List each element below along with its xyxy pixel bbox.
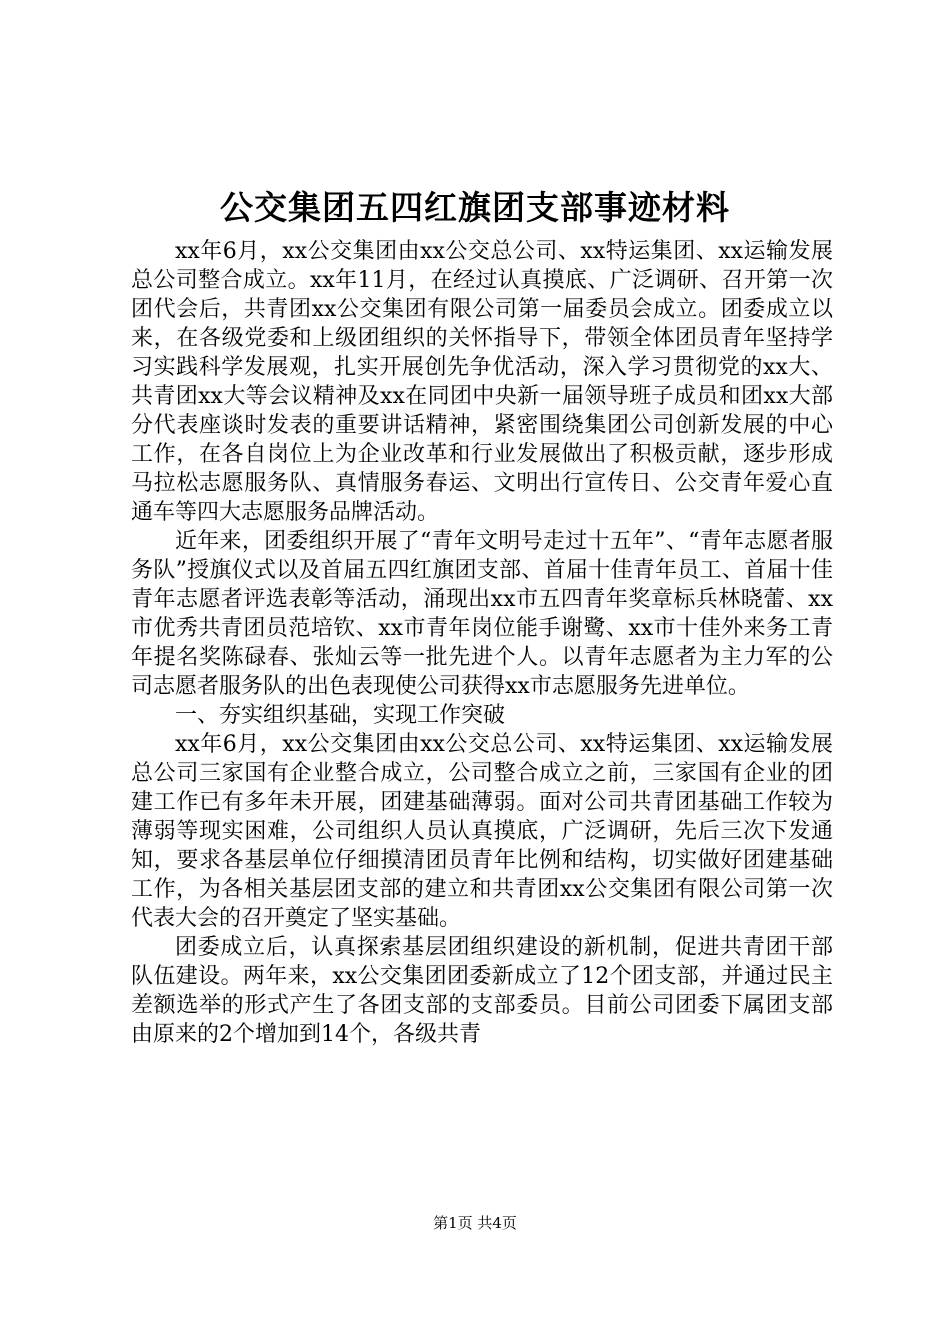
paragraph-organization: xx年6月，xx公交集团由xx公交总公司、xx特运集团、xx运输发展总公司三家国有企业整合成立，公司整合成立之前，三家国有企业的团建工作已有多年未开展，团建基础薄弱。面对公司共青团基础工作较为薄弱等现实困难，公司组织人员认真摸底，广泛调研，先后三次下发通知，要求各基层单位仔细摸清团员青年比例和结构，切实做好团建基础工作，为各相关基层团支部的建立和共青团xx公交集团有限公司第一次代表大会的召开奠定了坚实基础。 xyxy=(131,732,833,931)
paragraph-intro: xx年6月，xx公交集团由xx公交总公司、xx特运集团、xx运输发展总公司整合成立。xx年11月，在经过认真摸底、广泛调研、召开第一次团代会后，共青团xx公交集团有限公司第一届委员会成立。团委成立以来，在各级党委和上级团组织的关怀指导下，带领全体团员青年坚持学习实践科学发展观，扎实开展创先争优活动，深入学习贯彻党的xx大、共青团xx大等会议精神及xx在同团中央新一届领导班子成员和团xx大部分代表座谈时发表的重要讲话精神，紧密围绕集团公司创新发展的中心工作，在各自岗位上为企业改革和行业发展做出了积极贡献，逐步形成马拉松志愿服务队、真情服务春运、文明出行宣传日、公交青年爱心直通车等四大志愿服务品牌活动。 xyxy=(131,239,833,525)
paragraph-committee: 团委成立后，认真探索基层团组织建设的新机制，促进共青团干部队伍建设。两年来，xx公交集团团委新成立了12个团支部，并通过民主差额选举的形式产生了各团支部的支部委员。目前公司团委下属团支部由原来的2个增加到14个，各级共青 xyxy=(131,935,833,1047)
paragraph-recent-years: 近年来，团委组织开展了“青年文明号走过十五年”、“青年志愿者服务队”授旗仪式以及首届五四红旗团支部、首届十佳青年员工、首届十佳青年志愿者评选表彰等活动，涌现出xx市五四青年奖章标兵林晓蕾、xx市优秀共青团员范培钦、xx市青年岗位能手谢鹭、xx市十佳外来务工青年提名奖陈碌春、张灿云等一批先进个人。以青年志愿者为主力军的公司志愿者服务队的出色表现使公司获得xx市志愿服务先进单位。 xyxy=(131,529,833,699)
section-heading-1: 一、夯实组织基础，实现工作突破 xyxy=(175,703,506,728)
page-number-footer: 第1页 共4页 xyxy=(433,1214,517,1232)
document-title: 公交集团五四红旗团支部事迹材料 xyxy=(220,188,730,227)
document-body xyxy=(131,237,833,1049)
